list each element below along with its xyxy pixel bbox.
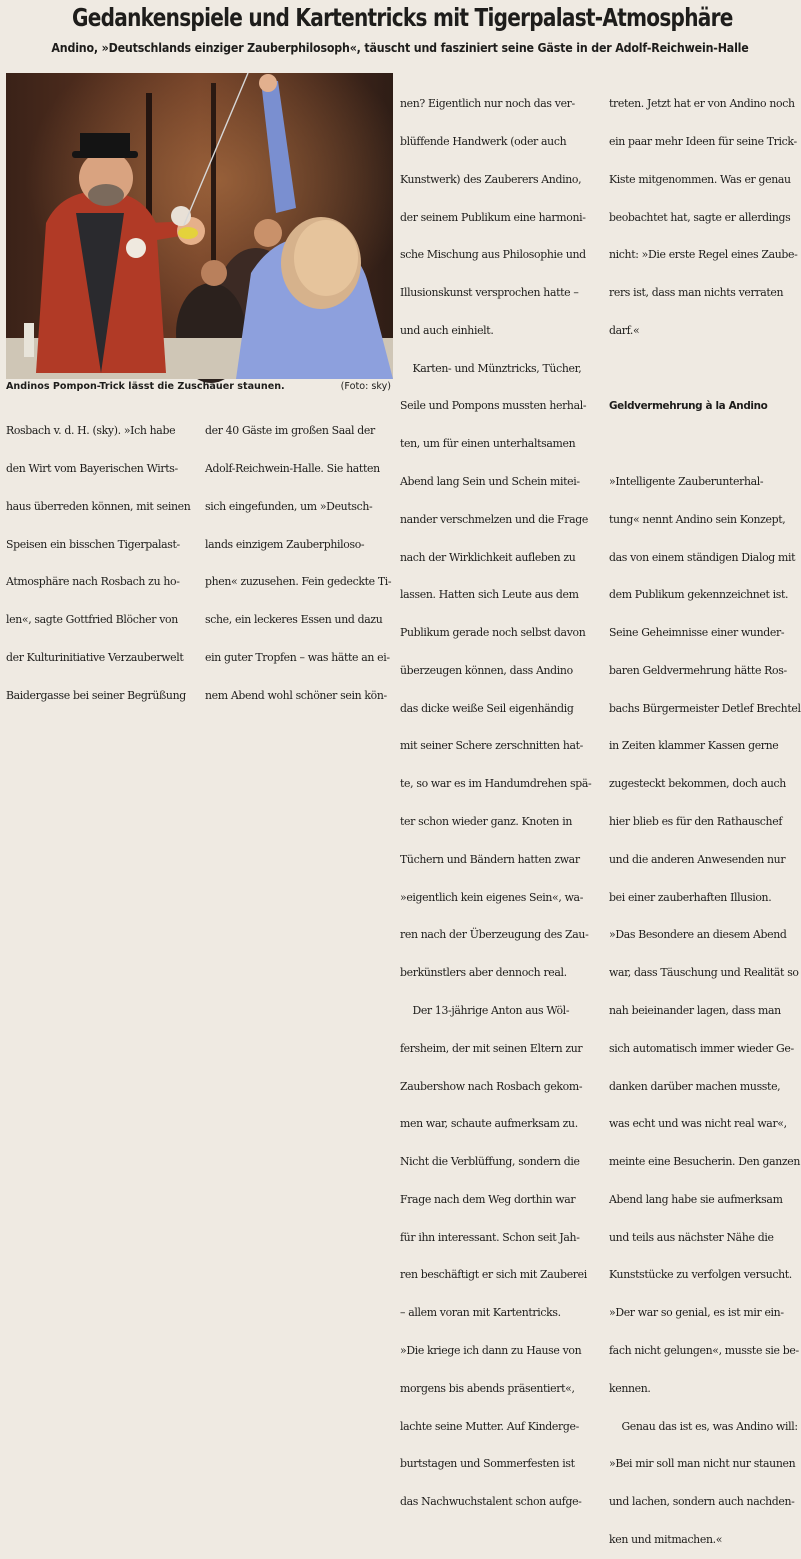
text-line: morgens bis abends präsentiert«,	[400, 1381, 575, 1395]
text-line: und teils aus nächster Nähe die	[609, 1230, 774, 1244]
text-line: für ihn interessant. Schon seit Jah-	[400, 1230, 580, 1244]
text-line: Zaubershow nach Rosbach gekom-	[400, 1079, 583, 1093]
text-line: men war, schaute aufmerksam zu.	[400, 1117, 578, 1131]
text-line	[609, 363, 801, 376]
subheadline: Andino, »Deutschlands einziger Zauberphilosoph«, täuscht und fasziniert seine Gäste in der Adolf-Reichwein-Halle	[51, 41, 749, 55]
text-line: nem Abend wohl schöner sein kön-	[205, 688, 387, 702]
text-line: das Nachwuchstalent schon aufge-	[400, 1495, 582, 1509]
text-line	[609, 438, 801, 451]
text-line: war, dass Täuschung und Realität so	[609, 966, 799, 980]
text-line: ein paar mehr Ideen für seine Trick-	[609, 134, 797, 148]
text-line: Illusionskunst versprochen hatte –	[400, 286, 579, 300]
text-line: fach nicht gelungen«, musste sie be-	[609, 1343, 799, 1357]
text-line: sich automatisch immer wieder Ge-	[609, 1041, 794, 1055]
text-line: hier blieb es für den Rathauschef	[609, 815, 782, 829]
text-line: »Die kriege ich dann zu Hause von	[400, 1343, 582, 1357]
text-line: »Bei mir soll man nicht nur staunen	[609, 1457, 796, 1471]
text-line: Atmosphäre nach Rosbach zu ho-	[6, 575, 180, 589]
text-line: len«, sagte Gottfried Blöcher von	[6, 613, 178, 627]
article-column-1	[6, 400, 190, 715]
text-line: lachte seine Mutter. Auf Kindergе-	[400, 1419, 579, 1433]
text-line: nen? Eigentlich nur noch das ver-	[400, 97, 575, 111]
text-line: tung« nennt Andino sein Konzept,	[609, 512, 786, 526]
article-column-2	[205, 400, 391, 715]
photo-caption-row	[6, 381, 391, 392]
text-line: Kunststücke zu verfolgen versucht.	[609, 1268, 792, 1282]
photo-credit: (Foto: sky)	[340, 381, 391, 392]
text-line: blüffende Handwerk (oder auch	[400, 134, 567, 148]
text-line: ren beschäftigt er sich mit Zauberei	[400, 1268, 587, 1282]
text-line: lands einzigem Zauberphiloso-	[205, 537, 365, 551]
text-line: berkünstlers aber dennoch real.	[400, 966, 567, 980]
text-line: ken und mitmachen.«	[609, 1532, 723, 1546]
text-line: ein guter Tropfen – was hätte an ei-	[205, 650, 390, 664]
text-line: Seine Geheimnisse einer wunder-	[609, 626, 785, 640]
text-line: »eigentlich kein eigenes Sein«, wa-	[400, 890, 584, 904]
text-line: »Das Besondere an diesem Abend	[609, 928, 787, 942]
text-line: lassen. Hatten sich Leute aus dem	[400, 588, 579, 602]
article-column-3	[400, 73, 591, 1521]
text-line: sche, ein leckeres Essen und dazu	[205, 613, 383, 627]
text-line: und die anderen Anwesenden nur	[609, 852, 786, 866]
section-subheading: Geldvermehrung à la Andino	[609, 400, 768, 413]
text-line: Rosbach v. d. H. (sky). »Ich habe	[6, 424, 176, 438]
text-line: burtstagen und Sommerfesten ist	[400, 1457, 575, 1471]
text-line: dem Publikum gekennzeichnet ist.	[609, 588, 789, 602]
article-column-4	[609, 73, 801, 1559]
text-line: phen« zuzusehen. Fein gedeckte Ti-	[205, 575, 392, 589]
text-line: nah beieinander lagen, dass man	[609, 1003, 781, 1017]
text-line: den Wirt vom Bayerischen Wirts-	[6, 461, 178, 475]
text-line: Kunstwerk) des Zauberers Andino,	[400, 172, 582, 186]
text-line: sche Mischung aus Philosophie und	[400, 248, 586, 262]
text-line: überzeugen können, dass Andino	[400, 663, 573, 677]
text-line: Baidergasse bei seiner Begrüßung	[6, 688, 186, 702]
text-line: der 40 Gäste im großen Saal der	[205, 424, 375, 438]
text-line: das von einem ständigen Dialog mit	[609, 550, 796, 564]
text-line: Publikum gerade noch selbst davon	[400, 626, 586, 640]
text-line: fersheim, der mit seinen Eltern zur	[400, 1041, 583, 1055]
text-line: danken darüber machen musste,	[609, 1079, 781, 1093]
text-line: ten, um für einen unterhaltsamen	[400, 437, 576, 451]
text-line: – allem voran mit Kartentricks.	[400, 1306, 561, 1320]
photo-caption: Andinos Pompon-Trick lässt die Zuschauer staunen.	[6, 381, 285, 392]
headline: Gedankenspiele und Kartentricks mit Tigerpalast-Atmosphäre	[72, 3, 733, 32]
text-line: Abend lang habe sie aufmerksam	[609, 1192, 783, 1206]
text-line: Der 13-jährige Anton aus Wöl-	[400, 1003, 570, 1017]
text-line: te, so war es im Handumdrehen spä-	[400, 777, 592, 791]
text-line: der Kulturinitiative Verzauberwelt	[6, 650, 184, 664]
text-line: ter schon wieder ganz. Knoten in	[400, 815, 573, 829]
text-line: treten. Jetzt hat er von Andino noch	[609, 97, 795, 111]
text-line: rers ist, dass man nichts verraten	[609, 286, 784, 300]
text-line: beobachtet hat, sagte er allerdings	[609, 210, 791, 224]
text-line: nicht: »Die erste Regel eines Zaube-	[609, 248, 798, 262]
text-line: Adolf-Reichwein-Halle. Sie hatten	[205, 461, 380, 475]
text-line: mit seiner Schere zerschnitten hat-	[400, 739, 584, 753]
text-line: baren Geldvermehrung hätte Ros-	[609, 663, 787, 677]
text-line: kennen.	[609, 1381, 651, 1395]
text-line: Karten- und Münztricks, Tücher,	[400, 361, 582, 375]
text-line: nach der Wirklichkeit aufleben zu	[400, 550, 576, 564]
text-line: »Der war so genial, es ist mir ein-	[609, 1306, 784, 1320]
text-line: meinte eine Besucherin. Den ganzen	[609, 1155, 801, 1169]
text-line: der seinem Publikum eine harmoni-	[400, 210, 586, 224]
text-line: das dicke weiße Seil eigenhändig	[400, 701, 574, 715]
text-line: was echt und was nicht real war«,	[609, 1117, 787, 1131]
text-line: Nicht die Verblüffung, sondern die	[400, 1155, 580, 1169]
text-line: und auch einhielt.	[400, 323, 494, 337]
text-line: Frage nach dem Weg dorthin war	[400, 1192, 576, 1206]
text-line: Tüchern und Bändern hatten zwar	[400, 852, 580, 866]
text-line: darf.«	[609, 323, 640, 337]
text-line: nander verschmelzen und die Frage	[400, 512, 588, 526]
text-line: in Zeiten klammer Kassen gerne	[609, 739, 779, 753]
text-line: sich eingefunden, um »Deutsch-	[205, 499, 373, 513]
text-line: Kiste mitgenommen. Was er genau	[609, 172, 791, 186]
article-photo	[6, 73, 393, 379]
text-line: haus überreden können, mit seinen	[6, 499, 191, 513]
text-line: ren nach der Überzeugung des Zau-	[400, 928, 589, 942]
text-line: »Intelligente Zauberunterhal-	[609, 475, 764, 488]
text-line: Speisen ein bisschen Tigerpalast-	[6, 537, 180, 551]
text-line: Abend lang Sein und Schein mitei-	[400, 475, 580, 488]
text-line: Genau das ist es, was Andino will:	[609, 1419, 798, 1433]
text-line: zugesteckt bekommen, doch auch	[609, 777, 786, 791]
text-line: und lachen, sondern auch nachden-	[609, 1495, 795, 1509]
text-line: Seile und Pompons mussten herhal-	[400, 399, 587, 413]
magician-photo-illustration	[6, 73, 393, 379]
text-line: bei einer zauberhaften Illusion.	[609, 890, 772, 904]
text-line: bachs Bürgermeister Detlef Brechtel	[609, 701, 801, 715]
